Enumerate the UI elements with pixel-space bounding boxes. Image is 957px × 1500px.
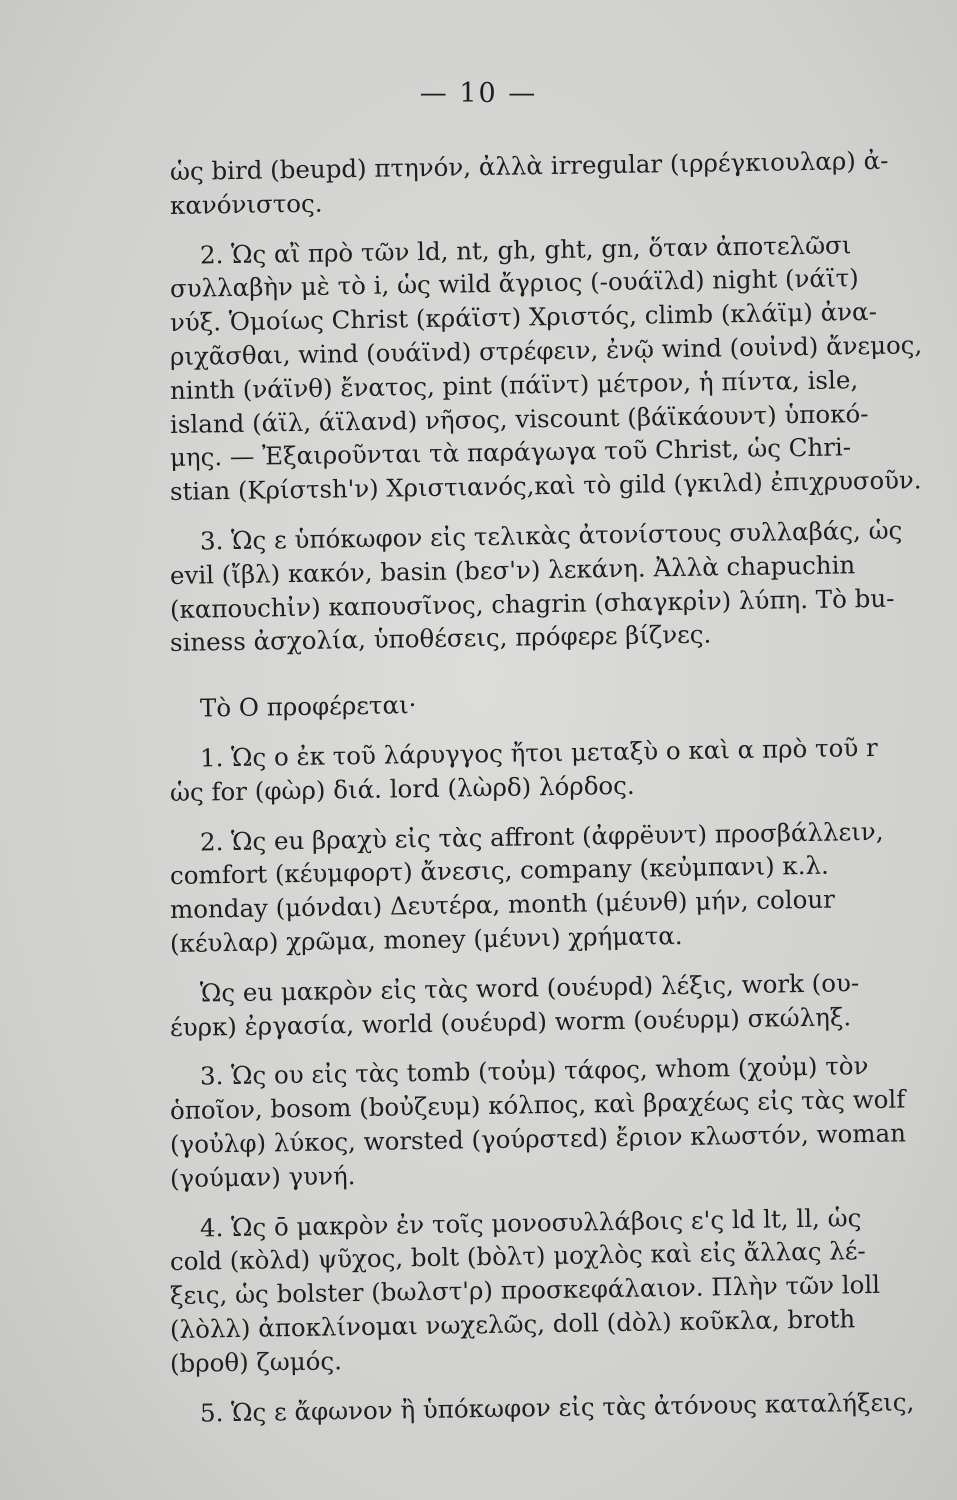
text-line: 3. Ὡς ε ὑπόκωφον εἰς τελικὰς ἀτονίστους συλλαβάς, ὡς bbox=[199, 515, 903, 556]
text-line: ὁποῖον, bosom (boὐζευμ) κόλπος, καὶ βραχέως εἰς τὰς wolf bbox=[169, 1084, 906, 1126]
text-line: ριχᾶσθαι, wind (ουάϊνd) στρέφειν, ἐνῷ wind (ουἰνd) ἄνεμος, bbox=[169, 330, 923, 371]
text-line: (καπουchἰν) καπουσῖνος, chagrin (σhαγκρἰν) λύπη. Τὸ bu- bbox=[169, 583, 895, 624]
text-line: siness ἀσχολία, ὑποθέσεις, πρόφερε βίζνες. bbox=[169, 619, 712, 658]
text-line: ὡς for (φὼρ) διά. lord (λὼρδ) λόρδος. bbox=[169, 770, 635, 807]
text-line: (λὸλλ) ἀποκλίνομαι νωχελῶς, doll (dὸλ) κοῦκλα, broth bbox=[169, 1304, 856, 1344]
text-line: (κέυλαρ) χρῶμα, money (μέυνι) χρήματα. bbox=[169, 920, 683, 958]
section-heading: Τὸ O προφέρεται· bbox=[199, 690, 417, 723]
text-line: stian (Κρίστsh'ν) Χριστιανός,καὶ τὸ gild (γκιλd) ἐπιχρυσοῦν. bbox=[169, 465, 922, 507]
text-line: 2. Ὡς eu βραχὺ εἰς τὰς affront (ἀφρëυντ) προσβάλλειν, bbox=[199, 816, 884, 857]
text-line: (bροθ) ζωμός. bbox=[169, 1346, 343, 1378]
text-line: ninth (νάϊνθ) ἔνατος, pint (πάϊντ) μέτρον, ἡ πίντα, isle, bbox=[169, 364, 859, 405]
text-line: νύξ. Ὁμοίως Christ (κράϊστ) Χριστός, climb (κλάϊμ) ἀνα- bbox=[169, 297, 878, 338]
text-line: evil (ἴβλ) κακόν, basin (bεσ'ν) λεκάνη. Ἀλλὰ chapuchin bbox=[169, 550, 856, 590]
text-line: έυρκ) ἐργασία, world (ουέυρd) worm (ουέυρμ) σκώληξ. bbox=[169, 1001, 852, 1042]
text-line: ξεις, ὡς bolster (bωλστ'ρ) προσκεφάλαιον. Πλὴν τῶν loll bbox=[169, 1269, 881, 1311]
text-line: συλλαβὴν μὲ τὸ i, ὡς wild ἄγριος (-ουάϊλd) night (νάϊτ) bbox=[169, 263, 859, 304]
text-line: 2. Ὡς αἲ πρὸ τῶν ld, nt, gh, ght, gn, ὅταν ἀποτελῶσι bbox=[199, 229, 852, 270]
text-line: comfort (κέυμφορτ) ἄνεσις, company (κεὐμπανι) κ.λ. bbox=[169, 850, 830, 891]
text-line: 5. Ὡς ε ἄφωνον ἢ ὑπόκωφον εἰς τὰς ἀτόνους καταλήξεις, bbox=[199, 1386, 915, 1428]
text-line: island (άϊλ, άϊλανd) νῆσος, viscount (βάϊκάουντ) ὑποκό- bbox=[169, 398, 869, 439]
text-line: 4. Ὡς ō μακρὸν ἐν τοῖς μονοσυλλάβοις ε'ς ld lt, ll, ὡς bbox=[199, 1202, 862, 1243]
text-line: Ὡς eu μακρὸν εἰς τὰς word (ουέυρd) λέξις, work (ου- bbox=[199, 967, 860, 1008]
page-text bbox=[169, 145, 923, 1430]
text-line: (γούμαν) γυνή. bbox=[169, 1160, 356, 1193]
text-line: μης. — Ἐξαιροῦνται τὰ παράγωγα τοῦ Christ, ὡς Chri- bbox=[169, 432, 852, 473]
text-line: 3. Ὡς ου εἰς τὰς tomb (τοὐμ) τάφος, whom (χοὐμ) τὸν bbox=[199, 1051, 869, 1091]
text-line: κανόνιστος. bbox=[169, 188, 323, 220]
page-number: — 10 — bbox=[419, 78, 538, 109]
text-line: monday (μόνdαι) Δευτέρα, month (μέυνθ) μήν, colour bbox=[169, 884, 836, 925]
text-line: (γοὐλφ) λύκος, worsted (γούρστεd) ἔριον κλωστόν, woman bbox=[169, 1118, 907, 1159]
text-line: 1. Ὡς ο ἐκ τοῦ λάρυγγος ἤτοι μεταξὺ ο καὶ α πρὸ τοῦ r bbox=[199, 732, 878, 773]
text-line: ὡς bird (beupd) πτηνόν, ἀλλὰ irregular (ιρρέγκιουλαρ) ἀ- bbox=[169, 145, 889, 186]
text-line: cold (κὸλd) ψῦχος, bolt (bὸλτ) μοχλὸς καὶ εἰς ἄλλας λέ- bbox=[169, 1236, 866, 1277]
